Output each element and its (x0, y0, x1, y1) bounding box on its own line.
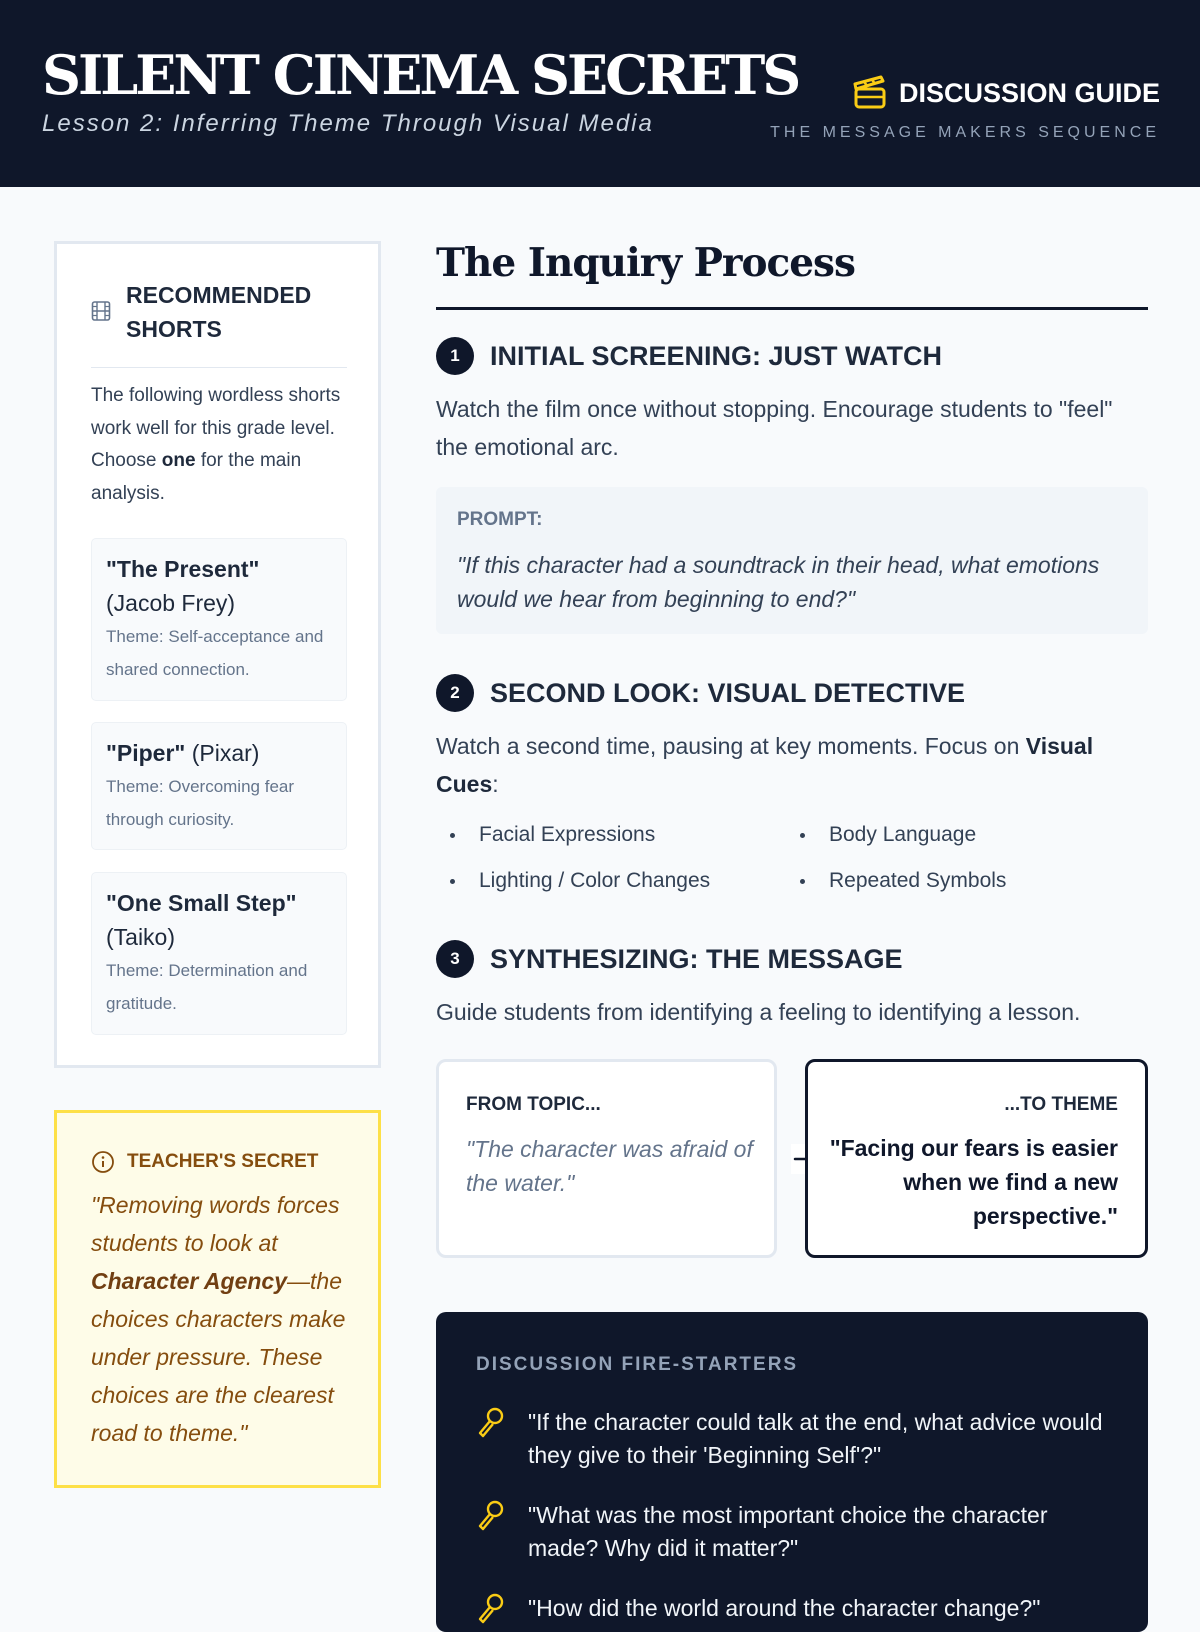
teacher-secret-card (54, 1110, 381, 1488)
to-theme-card (805, 1059, 1148, 1258)
fire-starter-question (476, 1499, 1116, 1565)
step-title: INITIAL SCREENING: JUST WATCH (490, 340, 943, 371)
secret-header (91, 1150, 318, 1174)
step-number: 3 (436, 940, 474, 978)
film-item (91, 722, 347, 850)
step-heading (436, 337, 942, 375)
film-theme: Theme: Overcoming fear through curiosity. (106, 777, 295, 829)
film-theme: Theme: Determination and gratitude. (106, 961, 308, 1013)
film-theme: Theme: Self-acceptance and shared connection. (106, 627, 324, 679)
guide-label (853, 76, 1160, 110)
lesson-subtitle: Lesson 2: Inferring Theme Through Visual Media (42, 110, 654, 137)
intro-emphasis: one (161, 450, 196, 471)
fire-starters-label: DISCUSSION FIRE-STARTERS (476, 1354, 799, 1375)
step-heading (436, 940, 903, 978)
step-title: SYNTHESIZING: THE MESSAGE (490, 943, 903, 974)
film-icon (91, 300, 111, 322)
section-title: The Inquiry Process (436, 240, 1148, 310)
prompt-box (436, 487, 1148, 634)
shorts-intro: The following wordless shorts work well for this grade level. Choose one for the main analysis. (91, 385, 341, 504)
list-item: Body Language (786, 820, 1136, 850)
microphone-icon (476, 1499, 506, 1531)
secret-quote: "Removing words forces students to look at Character Agency—the choices characters make under pressure. These choices are the clearest road to theme." (91, 1192, 346, 1446)
fire-starters-card (436, 1312, 1148, 1632)
from-topic-card (436, 1059, 777, 1258)
clapperboard-icon (853, 76, 887, 110)
secret-title: TEACHER'S SECRET (127, 1151, 319, 1172)
step-body: Guide students from identifying a feeling to identifying a lesson. (436, 999, 1081, 1025)
question-text: "How did the world around the character change?" (528, 1595, 1041, 1621)
film-item (91, 538, 347, 701)
microphone-icon (476, 1592, 506, 1624)
page-header (0, 0, 1200, 187)
prompt-text: "If this character had a soundtrack in their head, what emotions would we hear from beginning to end?" (457, 552, 1100, 612)
microphone-icon (476, 1406, 506, 1438)
film-name: "One Small Step" (Taiko) (106, 890, 297, 950)
film-item (91, 872, 347, 1035)
theme-text: "Facing our fears is easier when we find a new perspective." (829, 1135, 1118, 1229)
question-text: "If the character could talk at the end, what advice would they give to their 'Beginning Self'?" (528, 1409, 1103, 1468)
list-item: Repeated Symbols (786, 866, 1136, 896)
info-icon (91, 1150, 115, 1174)
film-name: "The Present" (Jacob Frey) (106, 556, 260, 616)
topic-label: FROM TOPIC... (466, 1094, 601, 1115)
fire-starter-question (476, 1406, 1116, 1472)
guide-label-text: DISCUSSION GUIDE (898, 77, 1160, 108)
visual-cues-list (436, 820, 1148, 896)
theme-label: ...TO THEME (1004, 1094, 1118, 1115)
visual-cues-emphasis: Visual Cues (436, 733, 1094, 797)
list-item: Facial Expressions (436, 820, 786, 850)
page-title: SILENT CINEMA SECRETS (42, 43, 799, 107)
film-name: "Piper" (Pixar) (106, 740, 260, 766)
recommended-shorts-card (54, 241, 381, 1068)
shorts-title: RECOMMENDED SHORTS (126, 282, 312, 342)
step-body: Watch the film once without stopping. Encourage students to "feel" the emotional arc. (436, 396, 1113, 460)
question-text: "What was the most important choice the character made? Why did it matter?" (528, 1502, 1048, 1561)
step-number: 1 (436, 337, 474, 375)
list-item: Lighting / Color Changes (436, 866, 786, 896)
topic-text: "The character was afraid of the water." (466, 1136, 753, 1196)
secret-emphasis: Character Agency (91, 1268, 288, 1294)
fire-starter-question (476, 1592, 1116, 1625)
step-number: 2 (436, 674, 474, 712)
step-body: Watch a second time, pausing at key moments. Focus on Visual Cues: (436, 733, 1094, 797)
sequence-label: THE MESSAGE MAKERS SEQUENCE (770, 124, 1160, 141)
prompt-label: PROMPT: (457, 509, 543, 530)
step-title: SECOND LOOK: VISUAL DETECTIVE (490, 677, 966, 708)
shorts-header (91, 278, 347, 368)
step-heading (436, 674, 965, 712)
